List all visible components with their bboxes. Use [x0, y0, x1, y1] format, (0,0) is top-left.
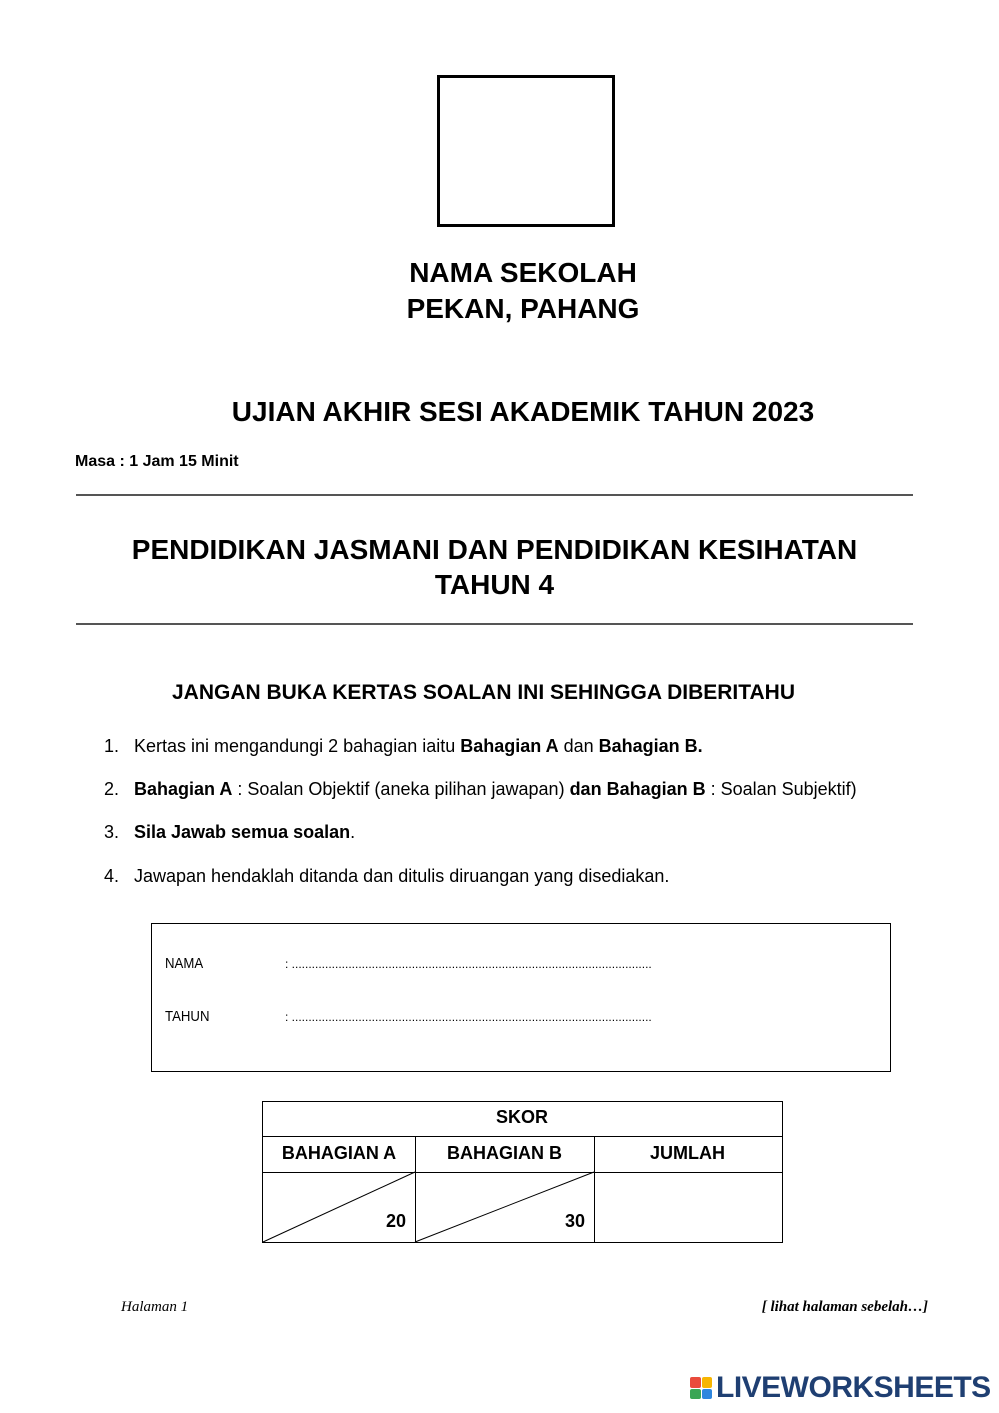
name-label: NAMA	[165, 955, 204, 972]
logo-square	[702, 1377, 713, 1388]
instruction-number: 3.	[104, 822, 120, 842]
instruction-number: 1.	[104, 736, 120, 756]
instruction-bold: Bahagian A	[134, 779, 233, 799]
logo-square	[690, 1389, 701, 1400]
instruction-item	[104, 778, 984, 800]
max-score-a: 20	[385, 1211, 406, 1231]
school-name: NAMA SEKOLAH	[409, 257, 637, 288]
max-score-b: 30	[564, 1211, 585, 1231]
subject-title: PENDIDIKAN JASMANI DAN PENDIDIKAN KESIHATAN	[131, 534, 858, 565]
divider-top	[76, 494, 913, 496]
instruction-bold: dan Bahagian B	[569, 779, 706, 799]
year-field[interactable]: : ............................................................................................................	[285, 1010, 652, 1024]
instruction-text: : Soalan Objektif (aneka pilihan jawapan)	[232, 779, 570, 799]
page-number: Halaman 1	[121, 1299, 189, 1315]
instruction-number: 4.	[104, 866, 120, 886]
watermark-text: LIVEWORKSHEETS	[716, 1371, 991, 1404]
instruction-text: Kertas ini mengandungi 2 bahagian iaitu	[134, 736, 461, 756]
name-field[interactable]: : ............................................................................................................	[285, 957, 652, 971]
divider-bottom	[76, 623, 913, 625]
instruction-text: : Soalan Subjektif)	[705, 779, 857, 799]
instruction-bold: Sila Jawab semua soalan	[134, 822, 351, 842]
header-bahagian-b: BAHAGIAN B	[447, 1143, 562, 1163]
liveworksheets-watermark	[690, 1372, 991, 1404]
score-table	[262, 1101, 783, 1243]
instruction-item	[104, 821, 984, 843]
score-table-title: SKOR	[495, 1107, 548, 1127]
next-page-note: [ lihat halaman sebelah…]	[761, 1299, 928, 1315]
instruction-item	[104, 865, 984, 887]
score-table-divider	[263, 1136, 782, 1137]
instruction-text: dan	[558, 736, 599, 756]
school-logo-placeholder	[437, 75, 615, 227]
student-info-box	[151, 923, 891, 1072]
instruction-number: 2.	[104, 779, 120, 799]
instruction-bold: Bahagian A	[460, 736, 559, 756]
header-jumlah: JUMLAH	[650, 1143, 725, 1163]
subject-year: TAHUN 4	[434, 569, 555, 600]
liveworksheets-logo-icon	[690, 1377, 712, 1399]
logo-square	[690, 1377, 701, 1388]
year-label: TAHUN	[165, 1008, 210, 1025]
warning-notice: JANGAN BUKA KERTAS SOALAN INI SEHINGGA DIBERITAHU	[172, 681, 796, 704]
instruction-text: .	[350, 822, 356, 842]
logo-square	[702, 1389, 713, 1400]
instruction-bold: Bahagian B.	[598, 736, 703, 756]
instruction-text: Jawapan hendaklah ditanda dan ditulis diruangan yang disediakan.	[134, 866, 670, 886]
exam-duration: Masa : 1 Jam 15 Minit	[75, 453, 239, 470]
header-bahagian-a: BAHAGIAN A	[281, 1143, 397, 1163]
instruction-item	[104, 735, 984, 757]
exam-title: UJIAN AKHIR SESI AKADEMIK TAHUN 2023	[231, 396, 815, 427]
school-location: PEKAN, PAHANG	[406, 293, 640, 324]
